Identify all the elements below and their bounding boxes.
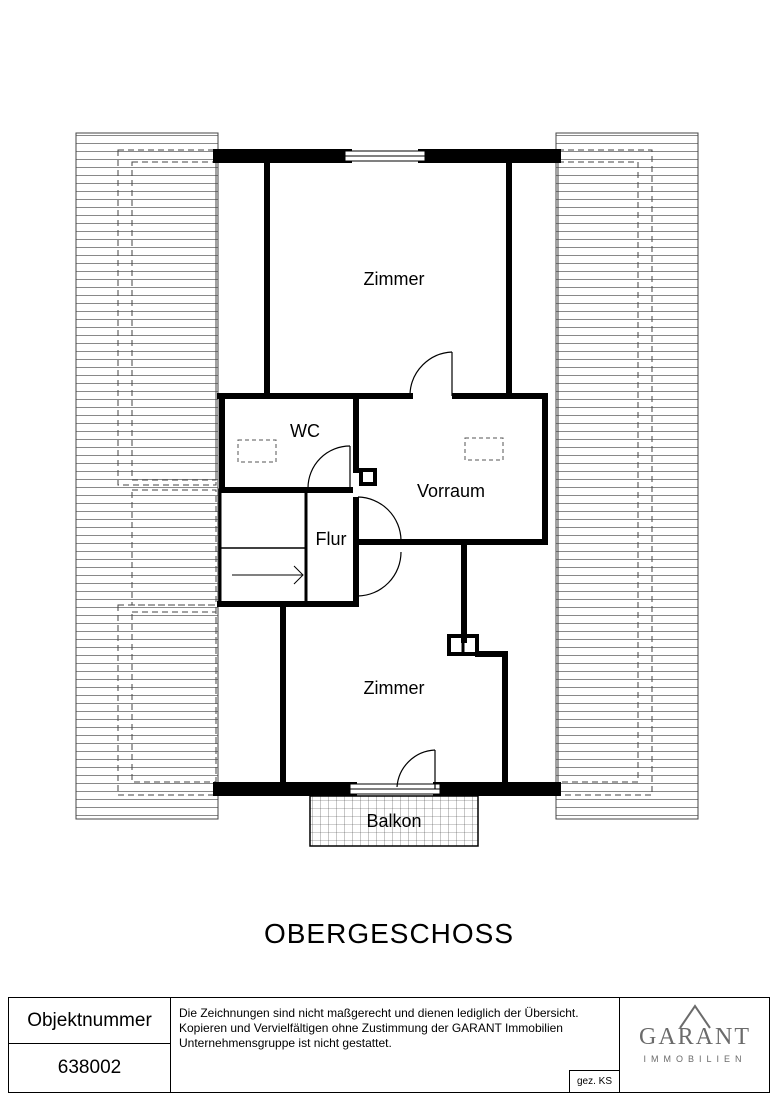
logo-word: GARANT (639, 1024, 751, 1050)
roof-left (76, 133, 218, 819)
doors (308, 352, 452, 789)
room-label-wc: WC (290, 421, 320, 441)
disclaimer-line-3: Unternehmensgruppe ist nicht gestattet. (179, 1036, 392, 1050)
signature: gez. KS (569, 1070, 619, 1092)
roof-right (556, 133, 698, 819)
stairs-arrow-icon (232, 566, 303, 584)
room-label-zimmer-bottom: Zimmer (363, 678, 425, 698)
room-label-flur: Flur (315, 529, 347, 549)
garant-logo (619, 998, 769, 1092)
footer-table (8, 997, 770, 1093)
disclaimer-line-2: Kopieren und Vervielfältigen ohne Zustimmung der GARANT Immobilien (179, 1021, 563, 1035)
logo-sub: IMMOBILIEN (643, 1054, 747, 1064)
disclaimer-line-1: Die Zeichnungen sind nicht maßgerecht und dienen lediglich der Übersicht. (179, 1006, 579, 1020)
room-label-zimmer-top: Zimmer (363, 269, 425, 289)
object-number-label: Objektnummer (9, 998, 171, 1044)
skylights (238, 438, 503, 462)
object-number-value: 638002 (9, 1044, 171, 1092)
room-label-balkon: Balkon (366, 811, 422, 831)
room-label-vorraum: Vorraum (416, 481, 486, 501)
floor-title: OBERGESCHOSS (263, 918, 515, 949)
disclaimer (179, 1006, 619, 1051)
